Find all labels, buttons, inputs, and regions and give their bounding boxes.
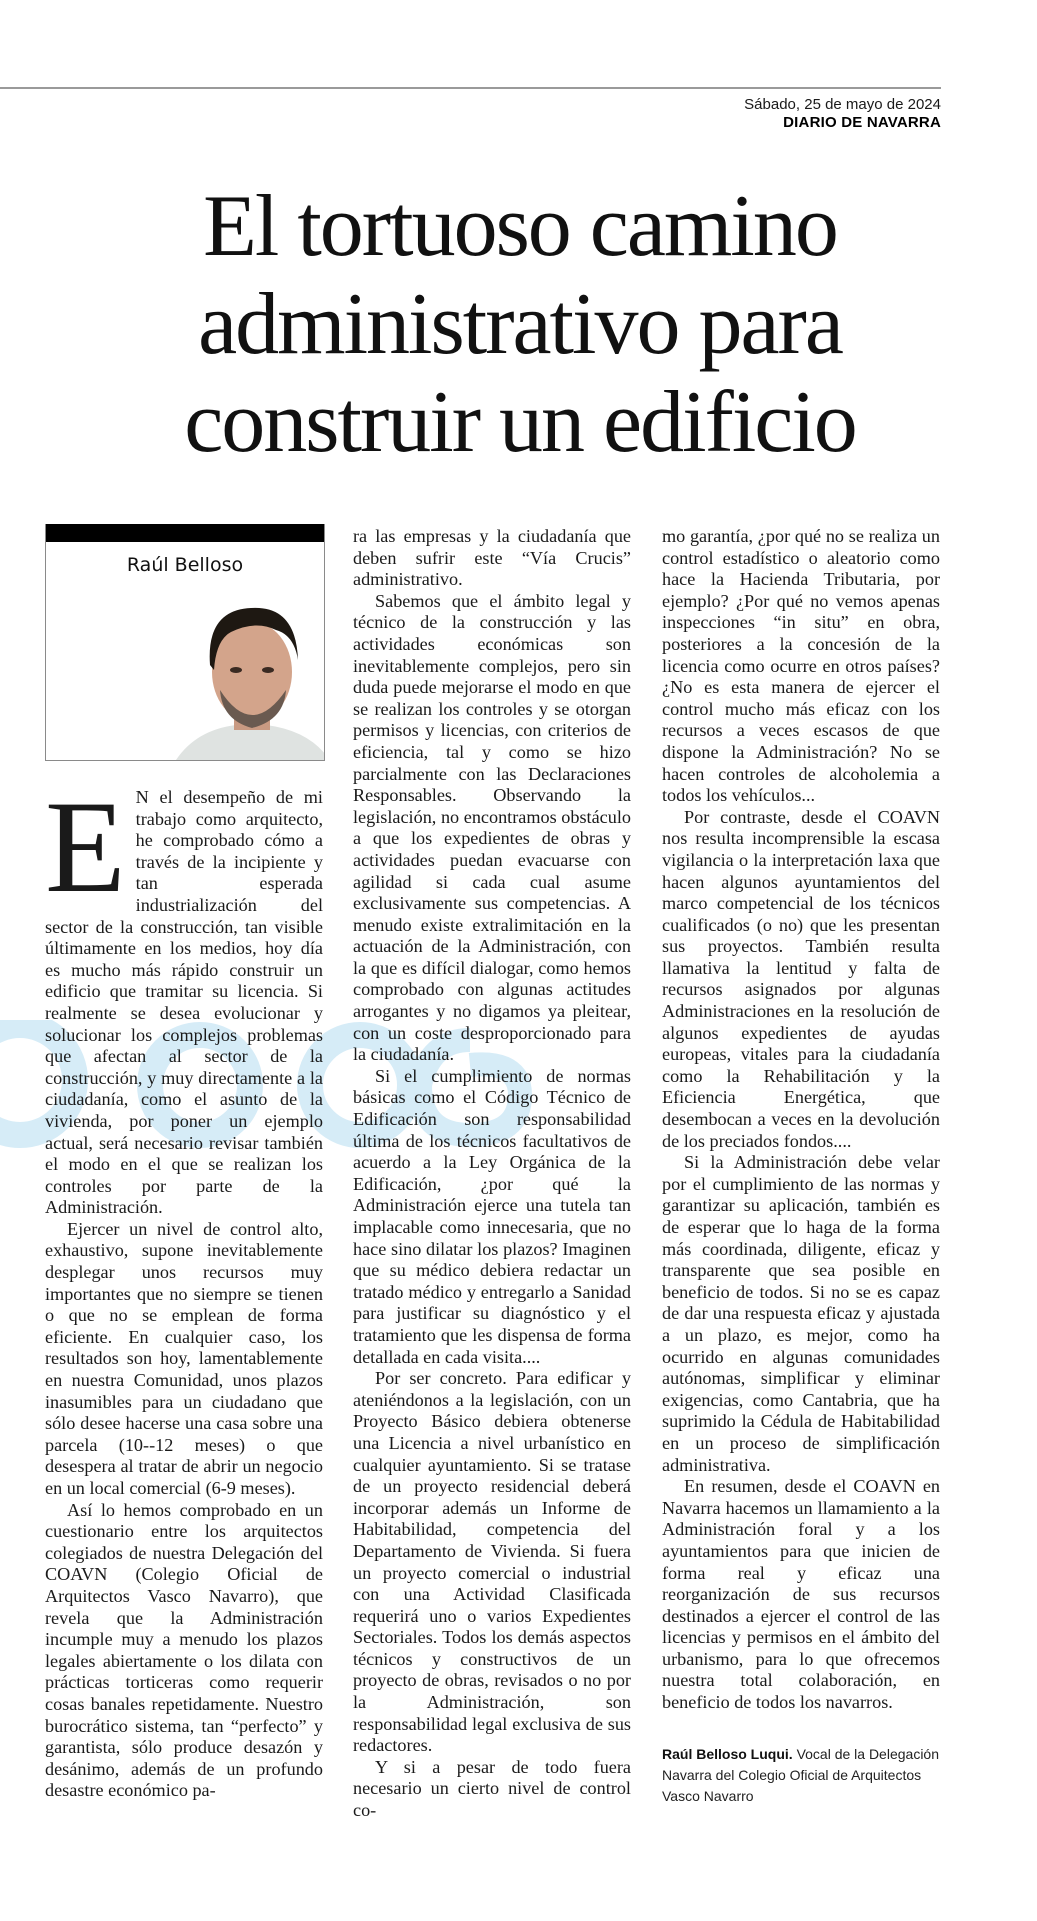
signature-role: Vocal de la Delegación Navarra del Colegio Oficial de Arquitectos Vasco Navarro	[662, 1745, 939, 1804]
author-portrait-image	[176, 590, 325, 760]
paragraph: Por ser concreto. Para edificar y ateniéndonos a la legislación, con un Proyecto Básico debiera obtenerse una Licencia a nivel urbanístico en cualquier ayuntamiento. Si se tratase de un proyecto residencial deberá incorporar además un Informe de Habitabilidad, competencia del Departamento de Vivienda. Si fuera un proyecto comercial o industrial con una Actividad Clasificada requerirá uno o varios Expedientes Sectoriales. Todos los demás aspectos técnicos y constructivos de un proyecto de obras, revisados o no por la Administración, son responsabilidad legal exclusiva de sus redactores.	[353, 1368, 631, 1756]
author-box-bar	[46, 524, 324, 542]
headline-line: administrativo para	[198, 276, 842, 373]
paragraph: En resumen, desde el COAVN en Navarra hacemos un llamamiento a la Administración foral y a los ayuntamientos para que inicien de forma real y eficaz una reorganización de sus recursos destinados a ejercer el control de las licencias y permisos en el ámbito del urbanismo, para lo que ofrecemos nuestra total colaboración, en beneficio de todos los navarros.	[662, 1476, 940, 1713]
paragraph: Sabemos que el ámbito legal y técnico de la construcción y las actividades económicas son inevitablemente complejos, pero sin duda puede mejorarse el modo en que se realizan los controles y se otorgan permisos y licencias, con criterios de eficiencia, tal y como se hizo parcialmente con las Declaraciones Responsables. Observando la legislación, no encontramos obstáculo a que los expedientes de obras y actividades puedan evacuarse con agilidad si cada cual asume exclusivamente sus competencias. A menudo existe extralimitación en la actuación de la Administración, con la que es difícil dialogar, como hemos comprobado con algunas actitudes arrogantes y no digamos ya pleitear, con un coste desproporcionado para la ciudadanía.	[353, 590, 631, 1065]
article-column-2	[353, 526, 631, 1822]
article-column-1	[45, 773, 323, 1802]
headline	[60, 178, 980, 472]
author-box	[45, 524, 325, 761]
paragraph: Ejercer un nivel de control alto, exhaustivo, supone inevitablemente desplegar unos recursos muy importantes que no siempre se tienen o que no se emplean de forma eficiente. En cualquier caso, los resultados son hoy, lamentablemente en nuestra Comunidad, unos plazos inasumibles para un ciudadano que sólo desee hacerse una casa sobre una parcela (10--12 meses) o que desespera al tratar de abrir un negocio en un local comercial (6-9 meses).	[45, 1218, 323, 1498]
paragraph: Por contraste, desde el COAVN nos resulta incomprensible la escasa vigilancia o la interpretación laxa que hacen algunos ayuntamientos del marco competencial de los técnicos cualificados (o no) que les presentan sus proyectos. También resulta llamativa la lentitud y falta de recursos asignados por algunas Administraciones en la resolución de algunos expedientes de ayudas europeas, vitales para la ciudadanía como la Rehabilitación y la Eficiencia Energética, que desembocan a veces en la devolución de los preciados fondos....	[662, 806, 940, 1151]
top-rule	[0, 87, 941, 89]
author-name: Raúl Belloso	[126, 554, 244, 576]
headline-line: construir un edificio	[184, 374, 856, 471]
signature-name: Raúl Belloso Luqui.	[662, 1745, 793, 1762]
paragraph	[45, 773, 323, 1219]
author-signature	[662, 1744, 940, 1807]
publication-date: Sábado, 25 de mayo de 2024	[744, 96, 941, 113]
dateline	[744, 96, 941, 132]
headline-line: El tortuoso camino	[203, 178, 837, 275]
dropcap: E	[45, 773, 126, 920]
paragraph: Si la Administración debe velar por el cumplimiento de las normas y garantizar su aplicación, también es de esperar que lo haga de la forma más coordinada, diligente, eficaz y transparente que sea posible en beneficio de todos. Si no se es capaz de dar una respuesta eficaz y ajustada a un plazo, es mejor, como ha ocurrido en algunas comunidades autónomas, simplificar y eliminar exigencias, como Cantabria, que ha suprimido la Cédula de Habitabilidad en un proceso de simplificación administrativa.	[662, 1152, 940, 1475]
paragraph: ra las empresas y la ciudadanía que deben sufrir este “Vía Crucis” administrativo.	[353, 526, 631, 590]
paragraph-text: N el desempeño de mi trabajo como arquitecto, he comprobado cómo a través de la incipiente y tan esperada industrialización del sector de la construcción, tan visible últimamente en los medios, hoy día es mucho más rápido construir un edificio que tramitar su licencia. Si realmente se desea evolucionar y solucionar los complejos problemas que afectan al sector de la construcción, y muy directamente a la ciudadanía, como el asunto de la vivienda, por poner un ejemplo actual, será necesario revisar también el modo en el que se realizan los controles por parte de la Administración.	[45, 787, 323, 1218]
paragraph: mo garantía, ¿por qué no se realiza un control estadístico o aleatorio como hace la Hacienda Tributaria, por ejemplo? ¿Por qué no vemos apenas inspecciones “in situ” en obra, posteriores a la concesión de la licencia como ocurre en otros países? ¿No es esta manera de ejercer el control mucho más eficaz con los recursos a veces escasos de que dispone la Administración? No se hacen controles de alcoholemia a todos los vehículos...	[662, 526, 940, 806]
article-column-3	[662, 526, 940, 1807]
paragraph: Y si a pesar de todo fuera necesario un cierto nivel de control co-	[353, 1756, 631, 1821]
paragraph: Si el cumplimiento de normas básicas como el Código Técnico de Edificación son responsabilidad última de los técnicos facultativos de acuerdo a la Ley Orgánica de la Edificación, ¿por qué la Administración ejerce una tutela tan implacable como innecesaria, que no hace sino dilatar los plazos? Imaginen que su médico debiera redactar un tratado médico y entregarlo a Sanidad para justificar su diagnóstico y el tratamiento que les dispensa de forma detallada en cada visita....	[353, 1065, 631, 1367]
newspaper-name: DIARIO DE NAVARRA	[783, 114, 941, 131]
paragraph: Así lo hemos comprobado en un cuestionario entre los arquitectos colegiados de nuestra Delegación del COAVN (Colegio Oficial de Arquitectos Vasco Navarro), que revela que la Administración incumple muy a menudo los plazos legales abiertamente o los dilata con prácticas torticeras como requerir cosas banales repetidamente. Nuestro burocrático sistema, tan “perfecto” y garantista, sólo produce desazón y desánimo, además de un profundo desastre económico pa-	[45, 1499, 323, 1801]
